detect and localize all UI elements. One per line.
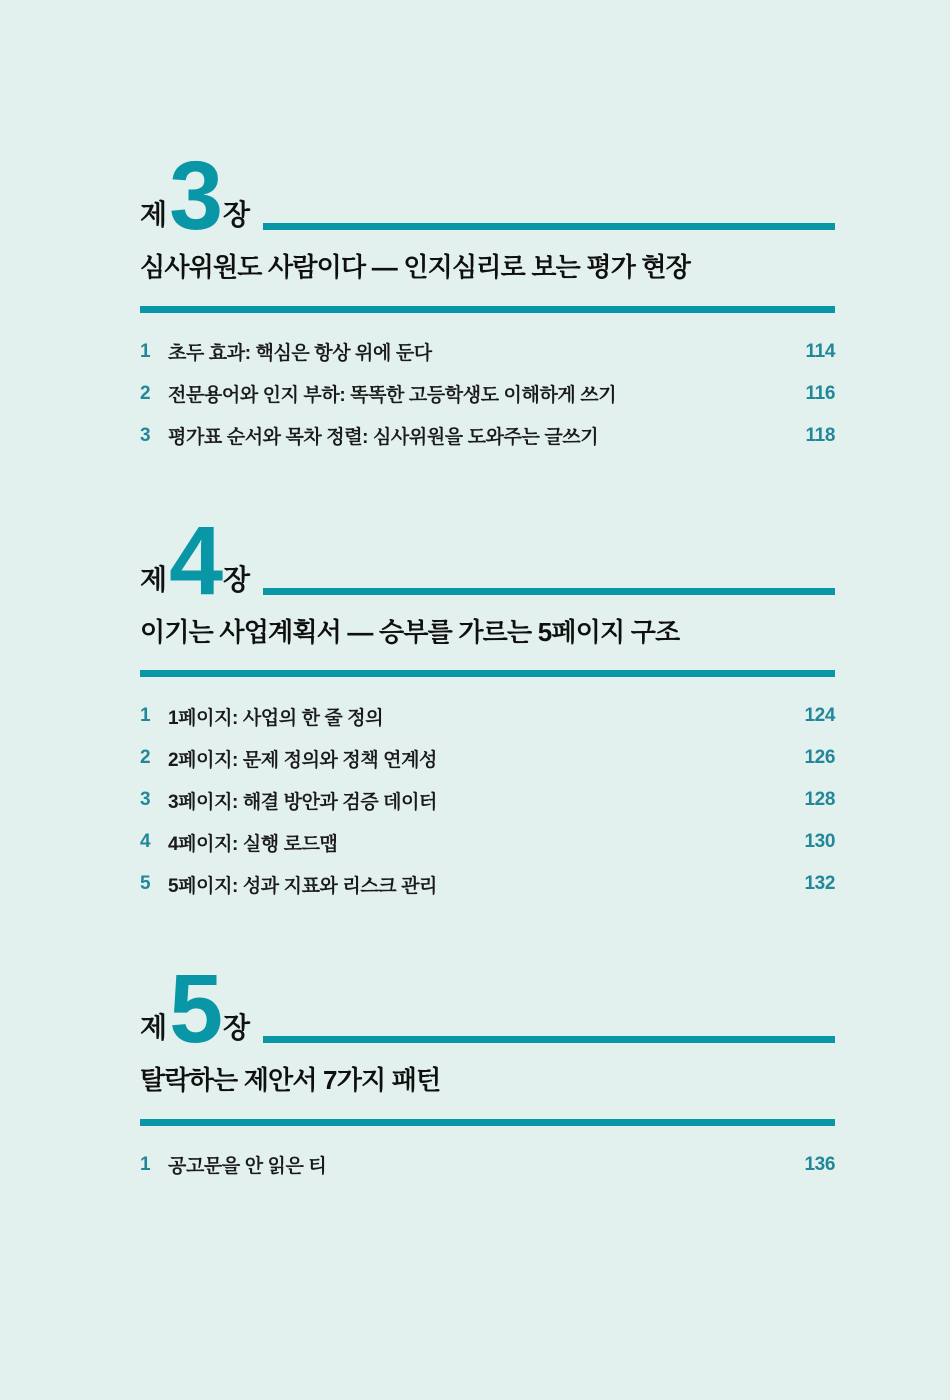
chapter-suffix: 장 [223,199,250,230]
chapter-title-rule [140,1119,835,1126]
toc-item-page: 124 [804,705,835,726]
chapter-3-heading [140,141,835,251]
toc-item-number: 5 [140,873,151,894]
toc-row [140,695,835,737]
toc-item-title: 전문용어와 인지 부하: 똑똑한 고등학생도 이해하게 쓰기 [168,385,617,406]
toc-row [140,1144,835,1186]
chapter-5-section [140,954,835,1186]
chapter-title: 탈락하는 제안서 7가지 패턴 [140,1065,441,1095]
chapter-4-section [140,505,835,906]
toc-item-title: 평가표 순서와 목차 정렬: 심사위원을 도와주는 글쓰기 [168,427,599,448]
chapter-number: 4 [169,505,222,615]
chapter-head-rule [263,223,835,230]
chapter-head-rule [263,588,835,595]
toc-item-title: 4페이지: 실행 로드맵 [168,833,338,855]
toc-row [140,821,835,863]
toc-item-title: 초두 효과: 핵심은 항상 위에 둔다 [168,343,432,364]
chapter-prefix: 제 [140,199,167,230]
toc-row [140,331,835,373]
toc-item-page: 126 [804,747,835,768]
toc-row [140,737,835,779]
chapter-number: 5 [169,954,222,1064]
chapter-4-toc [140,695,835,905]
chapter-title-rule [140,306,835,313]
toc-item-page: 132 [804,873,835,894]
toc-item-number: 4 [140,831,151,852]
chapter-number: 3 [169,141,222,251]
toc-item-number: 1 [140,705,151,726]
chapter-5-heading [140,954,835,1064]
toc-item-number: 2 [140,747,151,768]
toc-item-number: 3 [140,424,151,446]
chapter-head-rule [263,1036,835,1043]
toc-row [140,779,835,821]
chapter-3-section [140,141,835,457]
toc-item-page: 136 [804,1153,835,1175]
toc-item-page: 130 [804,831,835,852]
chapter-suffix: 장 [223,1012,250,1043]
toc-item-number: 1 [140,1153,151,1175]
toc-item-page: 114 [805,340,835,362]
toc-row [140,863,835,905]
toc-item-title: 1페이지: 사업의 한 줄 정의 [168,707,384,729]
chapter-3-toc [140,331,835,457]
chapter-title: 심사위원도 사람이다 — 인지심리로 보는 평가 현장 [140,252,691,282]
toc-item-title: 5페이지: 성과 지표와 리스크 관리 [168,875,438,897]
toc-item-title: 공고문을 안 읽은 티 [168,1156,327,1177]
toc-item-page: 128 [804,789,835,810]
chapter-title-rule [140,670,835,677]
chapter-5-toc [140,1144,835,1186]
chapter-4-heading [140,505,835,615]
toc-item-title: 2페이지: 문제 정의와 정책 연계성 [168,749,438,771]
chapter-title: 이기는 사업계획서 — 승부를 가르는 5페이지 구조 [140,616,680,647]
toc-item-number: 1 [140,340,151,362]
chapter-prefix: 제 [140,1012,167,1043]
toc-item-number: 2 [140,382,151,404]
toc-item-page: 116 [805,382,835,404]
chapter-suffix: 장 [223,563,250,595]
toc-item-title: 3페이지: 해결 방안과 검증 데이터 [168,791,438,813]
toc-row [140,415,835,457]
toc-item-number: 3 [140,789,151,810]
toc-item-page: 118 [805,424,835,446]
toc-row [140,373,835,415]
chapter-prefix: 제 [140,563,167,595]
